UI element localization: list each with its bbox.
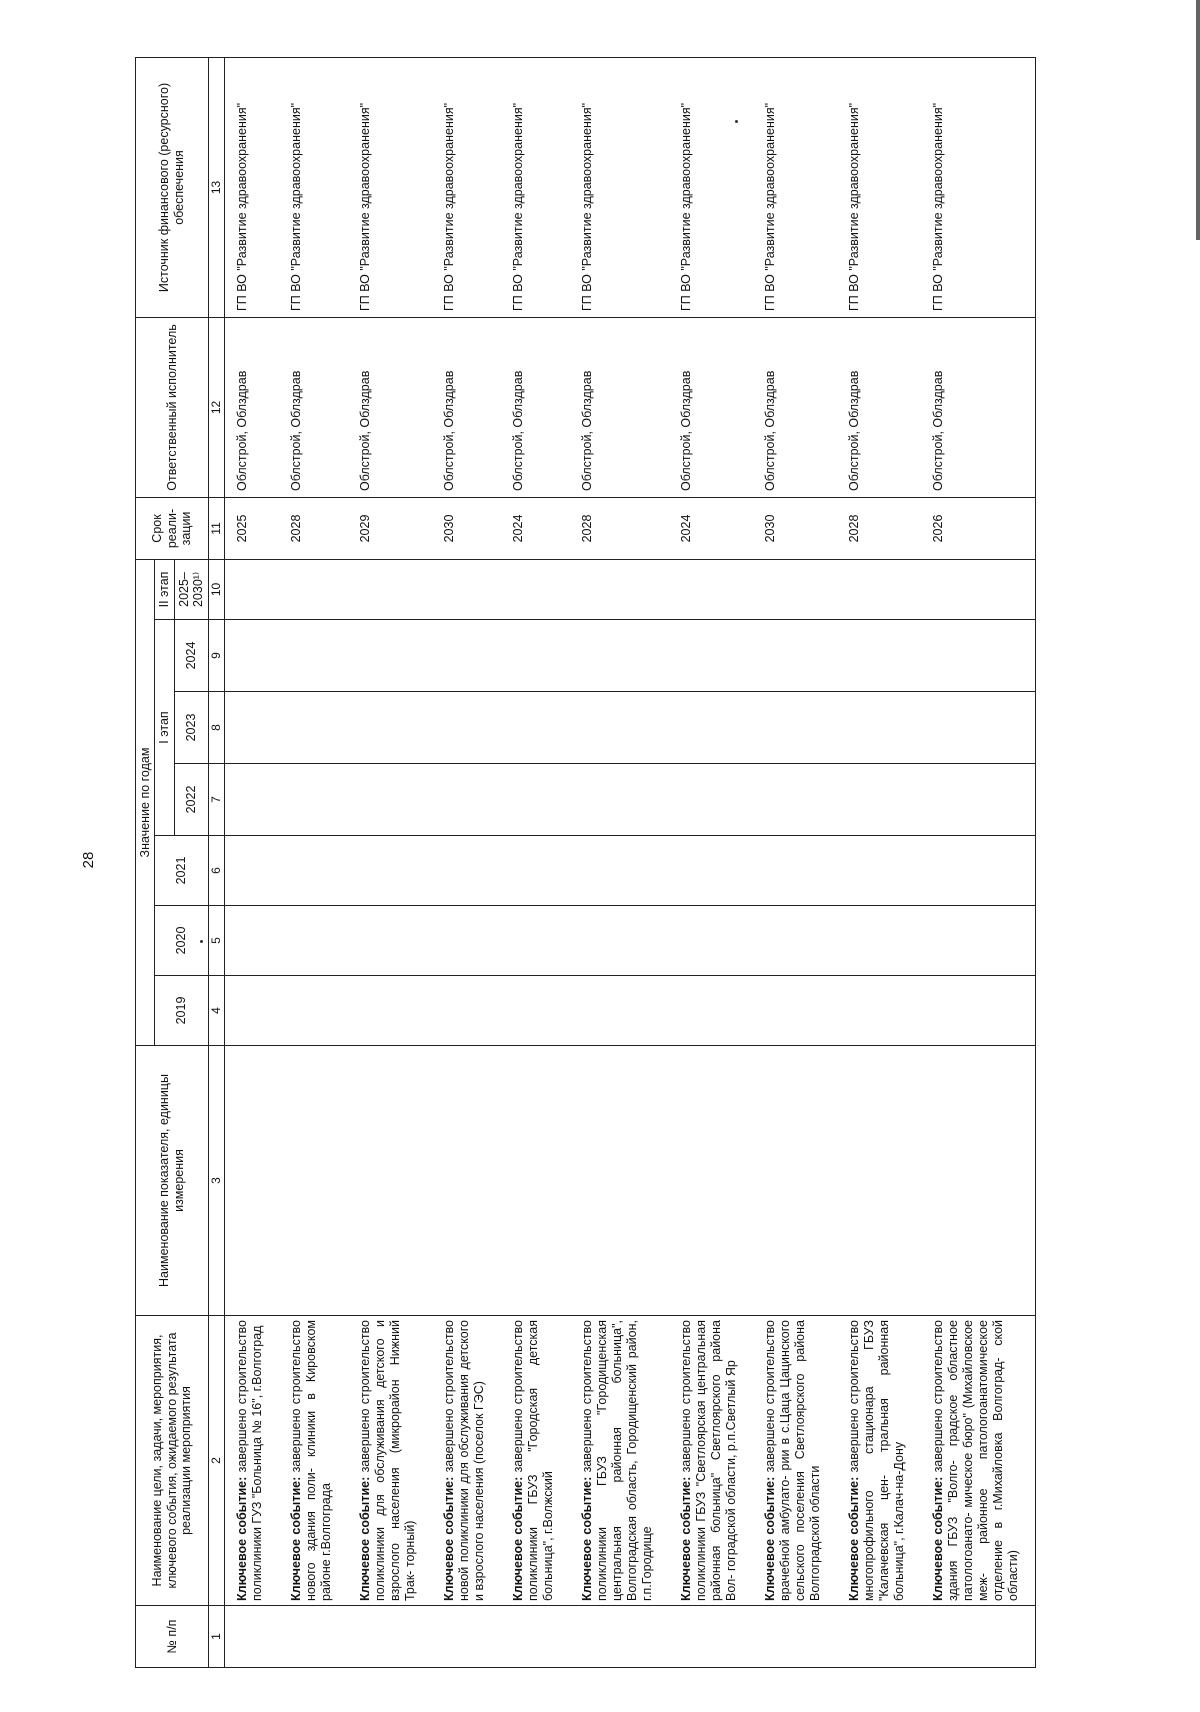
- source-cell: ГП ВО "Развитие здравоохранения": [279, 57, 348, 317]
- row-number-cell: [501, 1606, 570, 1668]
- key-event-label: Ключевое событие:: [580, 1476, 595, 1601]
- header-year-2019: 2019: [155, 976, 208, 1046]
- column-number: 10: [208, 559, 225, 619]
- key-event-text: завершено строительство многопрофильного стационара ГБУЗ "Калачевская цен- тральная районная больница", г.Калач-на-Дону: [847, 1320, 907, 1601]
- table-body: [225, 57, 1036, 1667]
- key-event-label: Ключевое событие:: [358, 1476, 373, 1601]
- column-number: 12: [208, 317, 225, 497]
- key-event-text: завершено строительство поликлиники ГБУЗ "Городская детская больница", г.Волжский: [511, 1320, 556, 1601]
- header-stage-2: II этап: [155, 559, 174, 619]
- value-2021: [225, 836, 280, 906]
- executor-cell: Облстрой, Облздрав: [501, 317, 570, 497]
- table-row: [348, 57, 432, 1667]
- value-2024: [921, 620, 1036, 692]
- key-event-text: завершено строительство новой поликлиники для обслуживания детского и взрослого населения (поселок ГЭС): [442, 1320, 487, 1601]
- value-2020: [669, 906, 753, 976]
- value-2022: [837, 764, 921, 836]
- value-2019: [348, 976, 432, 1046]
- table-row: [501, 57, 570, 1667]
- value-2024: [348, 620, 432, 692]
- header-term: Срок реали- зации: [136, 497, 209, 559]
- key-event-text: завершено строительство поликлиники ГБУЗ "Светлоярская центральная районная больница" Светлоярского района Вол- гоградской области, р.п.Светлый Яр: [679, 1320, 739, 1601]
- event-description: [921, 1316, 1036, 1606]
- value-2021: [669, 836, 753, 906]
- column-number: 6: [208, 836, 225, 906]
- event-description: [669, 1316, 753, 1606]
- value-2019: [837, 976, 921, 1046]
- key-event-label: Ключевое событие:: [931, 1476, 946, 1601]
- source-cell: ГП ВО "Развитие здравоохранения": [348, 57, 432, 317]
- term-cell: 2026: [921, 497, 1036, 559]
- indicator-cell: [279, 1046, 348, 1316]
- key-event-label: Ключевое событие:: [847, 1476, 862, 1601]
- value-2022: [570, 764, 669, 836]
- source-cell: ГП ВО "Развитие здравоохранения": [837, 57, 921, 317]
- value-2022: [348, 764, 432, 836]
- value-2021: [501, 836, 570, 906]
- source-cell: ГП ВО "Развитие здравоохранения": [225, 57, 280, 317]
- indicator-cell: [753, 1046, 837, 1316]
- term-cell: 2030: [753, 497, 837, 559]
- executor-cell: Облстрой, Облздрав: [225, 317, 280, 497]
- value-2025-2030: [837, 559, 921, 619]
- term-cell: 2024: [501, 497, 570, 559]
- row-number-cell: [279, 1606, 348, 1668]
- key-event-label: Ключевое событие:: [289, 1476, 304, 1601]
- value-2024: [501, 620, 570, 692]
- table-row: [279, 57, 348, 1667]
- value-2022: [921, 764, 1036, 836]
- value-2025-2030: [348, 559, 432, 619]
- term-cell: 2030: [432, 497, 501, 559]
- value-2022: [432, 764, 501, 836]
- row-number-cell: [432, 1606, 501, 1668]
- source-cell: ГП ВО "Развитие здравоохранения": [570, 57, 669, 317]
- executor-cell: Облстрой, Облздрав: [432, 317, 501, 497]
- row-number-cell: [753, 1606, 837, 1668]
- value-2023: [279, 692, 348, 764]
- table-row: [753, 57, 837, 1667]
- table-row: [432, 57, 501, 1667]
- header-name: Наименование цели, задачи, мероприятия, ключевого события, ожидаемого результата реализации мероприятия: [136, 1316, 209, 1606]
- table-row: [921, 57, 1036, 1667]
- value-2025-2030: [501, 559, 570, 619]
- value-2024: [225, 620, 280, 692]
- event-description: [570, 1316, 669, 1606]
- column-number: 4: [208, 976, 225, 1046]
- term-cell: 2028: [279, 497, 348, 559]
- executor-cell: Облстрой, Облздрав: [279, 317, 348, 497]
- value-2021: [921, 836, 1036, 906]
- value-2024: [570, 620, 669, 692]
- source-cell: ГП ВО "Развитие здравоохранения": [753, 57, 837, 317]
- value-2019: [753, 976, 837, 1046]
- value-2021: [279, 836, 348, 906]
- event-description: [225, 1316, 280, 1606]
- header-number: № п/п: [136, 1606, 209, 1668]
- key-event-text: завершено строительство поликлиники ГБУЗ "Городищенская центральная районная больница", Волгоградская область, Городищенский район, г.п.Городище: [580, 1320, 655, 1601]
- value-2022: [225, 764, 280, 836]
- scan-edge-mark: [1196, 0, 1200, 240]
- table-row: [669, 57, 753, 1667]
- executor-cell: Облстрой, Облздрав: [570, 317, 669, 497]
- value-2021: [432, 836, 501, 906]
- value-2025-2030: [753, 559, 837, 619]
- row-number-cell: [837, 1606, 921, 1668]
- value-2025-2030: [279, 559, 348, 619]
- value-2020: [432, 906, 501, 976]
- value-2020: [837, 906, 921, 976]
- value-2024: [669, 620, 753, 692]
- header-stage-1: I этап: [155, 620, 174, 836]
- value-2021: [348, 836, 432, 906]
- value-2023: [225, 692, 280, 764]
- value-2023: [753, 692, 837, 764]
- indicator-cell: [501, 1046, 570, 1316]
- value-2019: [225, 976, 280, 1046]
- row-number-cell: [348, 1606, 432, 1668]
- rotated-page: [40, 40, 1120, 1680]
- indicator-cell: [570, 1046, 669, 1316]
- value-2021: [570, 836, 669, 906]
- value-2021: [837, 836, 921, 906]
- column-number-row: [208, 57, 225, 1667]
- column-number: 5: [208, 906, 225, 976]
- value-2020: [921, 906, 1036, 976]
- value-2020: [348, 906, 432, 976]
- row-number-cell: [921, 1606, 1036, 1668]
- value-2021: [753, 836, 837, 906]
- key-event-label: Ключевое событие:: [511, 1476, 526, 1601]
- value-2023: [921, 692, 1036, 764]
- term-cell: 2029: [348, 497, 432, 559]
- value-2019: [570, 976, 669, 1046]
- source-cell: ГП ВО "Развитие здравоохранения": [921, 57, 1036, 317]
- executor-cell: Облстрой, Облздрав: [753, 317, 837, 497]
- column-number: 7: [208, 764, 225, 836]
- column-number: 1: [208, 1606, 225, 1668]
- key-event-text: завершено строительство врачебной амбулато- рии в с.Цаца Цацинского сельского поселения Светлоярского района Волгоградской области: [763, 1320, 823, 1601]
- source-cell: ГП ВО "Развитие здравоохранения": [432, 57, 501, 317]
- header-year-2023: 2023: [174, 692, 208, 764]
- value-2020: [279, 906, 348, 976]
- term-cell: 2024: [669, 497, 753, 559]
- event-description: [837, 1316, 921, 1606]
- header-indicator: Наименование показателя, единицы измерения: [136, 1046, 209, 1316]
- key-event-text: завершено строительство здания ГБУЗ "Волго- градское областное патологоанато- мическое бюро" (Михайловское меж- районное патологоанатомическое отделение в г.Михайловка Волгоград- ской области): [931, 1320, 1021, 1601]
- value-2020: [570, 906, 669, 976]
- value-2019: [432, 976, 501, 1046]
- column-number: 9: [208, 620, 225, 692]
- event-description: [501, 1316, 570, 1606]
- value-2025-2030: [669, 559, 753, 619]
- column-number: 11: [208, 497, 225, 559]
- header-values-group: Значение по годам: [136, 559, 155, 1045]
- value-2023: [570, 692, 669, 764]
- term-cell: 2025: [225, 497, 280, 559]
- value-2023: [432, 692, 501, 764]
- event-description: [432, 1316, 501, 1606]
- value-2025-2030: [921, 559, 1036, 619]
- source-cell: ГП ВО "Развитие здравоохранения": [501, 57, 570, 317]
- key-event-label: Ключевое событие:: [763, 1476, 778, 1601]
- source-cell: ГП ВО "Развитие здравоохранения": [669, 57, 753, 317]
- value-2022: [669, 764, 753, 836]
- event-description: [753, 1316, 837, 1606]
- table-row: [570, 57, 669, 1667]
- executor-cell: Облстрой, Облздрав: [348, 317, 432, 497]
- value-2020: [753, 906, 837, 976]
- value-2024: [279, 620, 348, 692]
- value-2019: [279, 976, 348, 1046]
- column-number: 8: [208, 692, 225, 764]
- indicator-cell: [225, 1046, 280, 1316]
- key-event-text: завершено строительство поликлиники ГУЗ "Больница № 16", г.Волгоград: [235, 1320, 265, 1601]
- value-2022: [279, 764, 348, 836]
- value-2019: [501, 976, 570, 1046]
- header-source: Источник финансового (ресурсного) обеспечения: [136, 57, 209, 317]
- indicator-cell: [669, 1046, 753, 1316]
- key-event-text: завершено строительство поликлиники для обслуживания детского и взрослого населения (микрорайон Нижний Трак- торный): [358, 1320, 418, 1601]
- value-2023: [837, 692, 921, 764]
- value-2022: [501, 764, 570, 836]
- indicator-cell: [432, 1046, 501, 1316]
- header-years-2025-2030: 2025–2030¹⁾: [174, 559, 208, 619]
- value-2025-2030: [225, 559, 280, 619]
- header-year-2024: 2024: [174, 620, 208, 692]
- column-number: 2: [208, 1316, 225, 1606]
- indicator-cell: [348, 1046, 432, 1316]
- key-event-label: Ключевое событие:: [442, 1476, 457, 1601]
- header-year-2021: 2021: [155, 836, 208, 906]
- header-year-2020: 2020: [155, 906, 208, 976]
- row-number-cell: [669, 1606, 753, 1668]
- column-number: 13: [208, 57, 225, 317]
- value-2019: [669, 976, 753, 1046]
- table-row: [225, 57, 280, 1667]
- header-year-2022: 2022: [174, 764, 208, 836]
- page-number: 28: [80, 851, 97, 869]
- value-2024: [837, 620, 921, 692]
- term-cell: 2028: [570, 497, 669, 559]
- key-event-label: Ключевое событие:: [679, 1476, 694, 1601]
- key-event-label: Ключевое событие:: [235, 1476, 250, 1601]
- table-row: [837, 57, 921, 1667]
- value-2024: [432, 620, 501, 692]
- table-header: [136, 57, 225, 1667]
- program-table: [135, 57, 1036, 1668]
- value-2023: [348, 692, 432, 764]
- row-number-cell: [225, 1606, 280, 1668]
- key-event-text: завершено строительство нового здания поли- клиники в Кировском районе г.Волгограда: [289, 1320, 334, 1601]
- event-description: [279, 1316, 348, 1606]
- value-2025-2030: [432, 559, 501, 619]
- executor-cell: Облстрой, Облздрав: [669, 317, 753, 497]
- executor-cell: Облстрой, Облздрав: [837, 317, 921, 497]
- value-2023: [501, 692, 570, 764]
- value-2020: [501, 906, 570, 976]
- executor-cell: Облстрой, Облздрав: [921, 317, 1036, 497]
- indicator-cell: [921, 1046, 1036, 1316]
- event-description: [348, 1316, 432, 1606]
- value-2025-2030: [570, 559, 669, 619]
- value-2024: [753, 620, 837, 692]
- row-number-cell: [570, 1606, 669, 1668]
- value-2022: [753, 764, 837, 836]
- header-executor: Ответственный исполнитель: [136, 317, 209, 497]
- value-2023: [669, 692, 753, 764]
- column-number: 3: [208, 1046, 225, 1316]
- indicator-cell: [837, 1046, 921, 1316]
- value-2019: [921, 976, 1036, 1046]
- value-2020: [225, 906, 280, 976]
- term-cell: 2028: [837, 497, 921, 559]
